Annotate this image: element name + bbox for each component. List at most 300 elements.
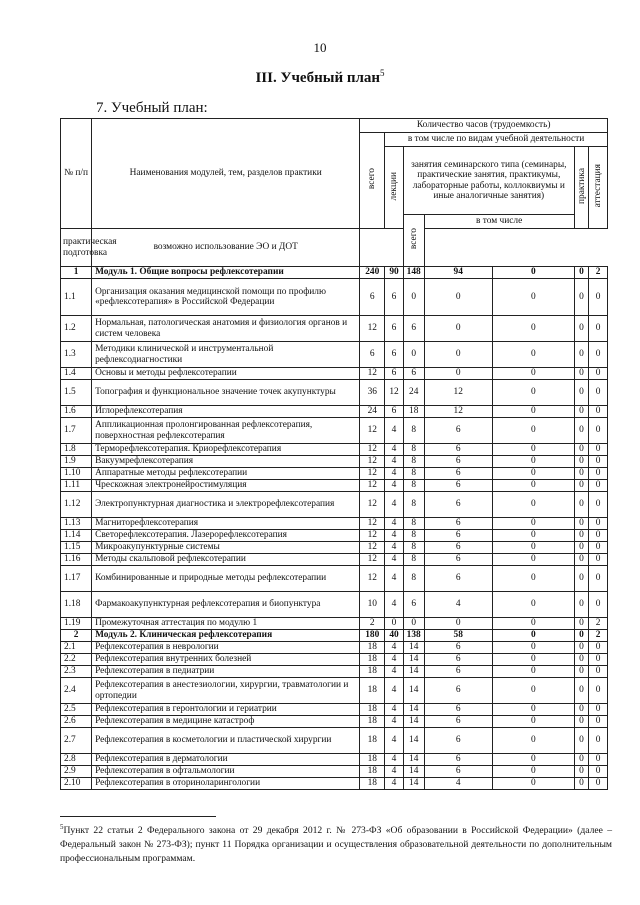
cell-name: Терморефлексотерапия. Криорефлексотерапия	[92, 444, 360, 456]
cell-eo: 0	[492, 542, 574, 554]
cell-lec: 4	[385, 554, 404, 566]
cell-att: 0	[589, 666, 608, 678]
cell-num: 1.11	[61, 480, 92, 492]
cell-name: Комбинированные и природные методы рефлексотерапии	[92, 566, 360, 592]
cell-total: 18	[360, 778, 385, 790]
cell-pr: 0	[574, 618, 589, 630]
cell-num: 1.5	[61, 380, 92, 406]
cell-att: 0	[589, 444, 608, 456]
cell-num: 1.4	[61, 368, 92, 380]
cell-pr: 0	[574, 342, 589, 368]
cell-num: 2.9	[61, 766, 92, 778]
cell-att: 0	[589, 554, 608, 566]
cell-sem: 8	[403, 554, 424, 566]
cell-total: 36	[360, 380, 385, 406]
cell-pp: 6	[424, 728, 492, 754]
footnote-mark: 5	[60, 823, 64, 831]
cell-pp: 4	[424, 592, 492, 618]
cell-sem: 14	[403, 642, 424, 654]
cell-name: Методики клинической и инструментальной рефлексодиагностики	[92, 342, 360, 368]
cell-total: 12	[360, 530, 385, 542]
cell-name: Чрескожная электронейростимуляция	[92, 480, 360, 492]
cell-sem: 8	[403, 518, 424, 530]
cell-pr: 0	[574, 766, 589, 778]
cell-total: 12	[360, 554, 385, 566]
header-sem-total	[403, 215, 424, 267]
cell-num: 2.1	[61, 642, 92, 654]
cell-name: Аппликационная пролонгированная рефлексотерапия, поверхностная рефлексотерапия	[92, 418, 360, 444]
cell-name: Рефлексотерапия в неврологии	[92, 642, 360, 654]
table-row	[61, 592, 608, 618]
cell-pr: 0	[574, 678, 589, 704]
cell-pp: 94	[424, 267, 492, 279]
header-num: № п/п	[61, 119, 92, 229]
cell-eo: 0	[492, 654, 574, 666]
cell-eo: 0	[492, 518, 574, 530]
cell-pr: 0	[574, 630, 589, 642]
cell-pp: 6	[424, 492, 492, 518]
cell-pr: 0	[574, 554, 589, 566]
cell-total: 2	[360, 618, 385, 630]
cell-pr: 0	[574, 542, 589, 554]
table-row	[61, 642, 608, 654]
table-row	[61, 704, 608, 716]
header-name: Наименования модулей, тем, разделов практики	[92, 119, 360, 229]
cell-pr: 0	[574, 368, 589, 380]
cell-eo: 0	[492, 754, 574, 766]
cell-name: Вакуумрефлексотерапия	[92, 456, 360, 468]
cell-name: Рефлексотерапия в косметологии и пластической хирургии	[92, 728, 360, 754]
footnote-divider	[60, 816, 216, 817]
cell-sem: 6	[403, 592, 424, 618]
cell-att: 0	[589, 592, 608, 618]
header-lectures-text: лекции	[388, 171, 399, 201]
cell-num: 2.5	[61, 704, 92, 716]
footnote-ref: 5	[380, 68, 385, 78]
cell-pr: 0	[574, 418, 589, 444]
cell-eo: 0	[492, 630, 574, 642]
table-row	[61, 778, 608, 790]
cell-sem: 8	[403, 492, 424, 518]
cell-eo: 0	[492, 554, 574, 566]
cell-total: 12	[360, 492, 385, 518]
cell-name: Фармакоакупунктурная рефлексотерапия и биопунктура	[92, 592, 360, 618]
cell-lec: 4	[385, 530, 404, 542]
cell-pr: 0	[574, 444, 589, 456]
cell-pr: 0	[574, 468, 589, 480]
cell-total: 12	[360, 444, 385, 456]
cell-eo: 0	[492, 480, 574, 492]
table-row	[61, 368, 608, 380]
cell-total: 24	[360, 406, 385, 418]
cell-eo: 0	[492, 380, 574, 406]
cell-sem: 8	[403, 468, 424, 480]
header-attestation	[589, 147, 608, 229]
cell-lec: 0	[385, 618, 404, 630]
cell-lec: 4	[385, 678, 404, 704]
header-seminars: занятия семинарского типа (семинары, практические занятия, практикумы, лабораторные работы, коллоквиумы и иные аналогичные занятия)	[403, 147, 574, 215]
cell-num: 1.13	[61, 518, 92, 530]
cell-num: 2.4	[61, 678, 92, 704]
cell-eo: 0	[492, 368, 574, 380]
table-row	[61, 754, 608, 766]
cell-eo: 0	[492, 406, 574, 418]
cell-pp: 6	[424, 566, 492, 592]
cell-lec: 4	[385, 418, 404, 444]
cell-name: Модуль 1. Общие вопросы рефлексотерапии	[92, 267, 360, 279]
cell-num: 1.10	[61, 468, 92, 480]
header-including: в том числе	[424, 215, 574, 229]
table-row	[61, 492, 608, 518]
cell-sem: 148	[403, 267, 424, 279]
cell-name: Организация оказания медицинской помощи по профилю «рефлексотерапия» в Российской Федерации	[92, 279, 360, 316]
cell-att: 0	[589, 542, 608, 554]
cell-name: Модуль 2. Клиническая рефлексотерапия	[92, 630, 360, 642]
section-title	[0, 68, 640, 87]
curriculum-table	[60, 118, 608, 790]
cell-num: 1	[61, 267, 92, 279]
cell-lec: 4	[385, 592, 404, 618]
cell-total: 18	[360, 666, 385, 678]
module-row	[61, 267, 608, 279]
cell-att: 0	[589, 678, 608, 704]
table-row	[61, 380, 608, 406]
header-total-text: всего	[367, 168, 378, 190]
cell-lec: 4	[385, 642, 404, 654]
cell-name: Магниторефлексотерапия	[92, 518, 360, 530]
cell-num: 2.2	[61, 654, 92, 666]
table-row	[61, 406, 608, 418]
cell-pp: 0	[424, 279, 492, 316]
cell-eo: 0	[492, 716, 574, 728]
cell-att: 0	[589, 316, 608, 342]
cell-name: Рефлексотерапия в педиатрии	[92, 666, 360, 678]
table-row	[61, 766, 608, 778]
cell-lec: 4	[385, 778, 404, 790]
cell-pr: 0	[574, 480, 589, 492]
cell-pp: 4	[424, 778, 492, 790]
cell-num: 1.2	[61, 316, 92, 342]
cell-att: 0	[589, 342, 608, 368]
table-header	[61, 119, 608, 267]
cell-num: 1.3	[61, 342, 92, 368]
module-row	[61, 630, 608, 642]
cell-total: 18	[360, 716, 385, 728]
cell-pp: 6	[424, 418, 492, 444]
cell-num: 1.19	[61, 618, 92, 630]
cell-pr: 0	[574, 492, 589, 518]
cell-total: 12	[360, 316, 385, 342]
cell-name: Рефлексотерапия в дерматологии	[92, 754, 360, 766]
table-row	[61, 444, 608, 456]
cell-sem: 18	[403, 406, 424, 418]
cell-att: 0	[589, 492, 608, 518]
cell-pr: 0	[574, 666, 589, 678]
cell-lec: 4	[385, 542, 404, 554]
cell-total: 180	[360, 630, 385, 642]
cell-name: Методы скальповой рефлексотерапии	[92, 554, 360, 566]
table-row	[61, 678, 608, 704]
header-lectures	[385, 147, 404, 229]
plan-title: 7. Учебный план:	[96, 100, 208, 116]
cell-num: 1.1	[61, 279, 92, 316]
cell-pp: 12	[424, 380, 492, 406]
header-practice-text: практика	[576, 167, 587, 204]
cell-name: Микроакупунктурные системы	[92, 542, 360, 554]
cell-name: Рефлексотерапия в геронтологии и гериатрии	[92, 704, 360, 716]
cell-pp: 6	[424, 530, 492, 542]
cell-pp: 6	[424, 642, 492, 654]
cell-lec: 4	[385, 480, 404, 492]
cell-att: 0	[589, 418, 608, 444]
cell-pr: 0	[574, 728, 589, 754]
cell-eo: 0	[492, 267, 574, 279]
cell-pp: 6	[424, 554, 492, 566]
cell-pp: 0	[424, 342, 492, 368]
table-row	[61, 518, 608, 530]
cell-sem: 14	[403, 754, 424, 766]
cell-name: Иглорефлексотерапия	[92, 406, 360, 418]
cell-pr: 0	[574, 380, 589, 406]
cell-att: 0	[589, 766, 608, 778]
cell-lec: 4	[385, 468, 404, 480]
cell-num: 1.8	[61, 444, 92, 456]
cell-total: 12	[360, 518, 385, 530]
cell-pp: 6	[424, 678, 492, 704]
cell-name: Рефлексотерапия в офтальмологии	[92, 766, 360, 778]
cell-total: 240	[360, 267, 385, 279]
cell-num: 1.16	[61, 554, 92, 566]
cell-eo: 0	[492, 678, 574, 704]
cell-num: 1.17	[61, 566, 92, 592]
cell-total: 18	[360, 642, 385, 654]
cell-eo: 0	[492, 728, 574, 754]
cell-att: 0	[589, 456, 608, 468]
cell-pp: 0	[424, 368, 492, 380]
cell-att: 0	[589, 380, 608, 406]
cell-eo: 0	[492, 704, 574, 716]
cell-att: 0	[589, 654, 608, 666]
cell-eo: 0	[492, 418, 574, 444]
cell-att: 0	[589, 642, 608, 654]
cell-eo: 0	[492, 666, 574, 678]
table-row	[61, 480, 608, 492]
cell-pp: 6	[424, 704, 492, 716]
cell-lec: 6	[385, 368, 404, 380]
cell-name: Промежуточная аттестация по модулю 1	[92, 618, 360, 630]
cell-name: Электропунктурная диагностика и электрорефлексотерапия	[92, 492, 360, 518]
cell-sem: 6	[403, 316, 424, 342]
cell-pr: 0	[574, 518, 589, 530]
cell-pr: 0	[574, 754, 589, 766]
cell-lec: 4	[385, 518, 404, 530]
cell-num: 2	[61, 630, 92, 642]
cell-name: Рефлексотерапия в анестезиологии, хирургии, травматологии и ортопедии	[92, 678, 360, 704]
table-row	[61, 618, 608, 630]
table-row	[61, 418, 608, 444]
cell-name: Рефлексотерапия в медицине катастроф	[92, 716, 360, 728]
cell-att: 2	[589, 267, 608, 279]
header-prac-prep: практическая подготовка	[61, 229, 92, 267]
cell-sem: 14	[403, 728, 424, 754]
cell-lec: 4	[385, 704, 404, 716]
cell-name: Светорефлексотерапия. Лазерорефлексотерапия	[92, 530, 360, 542]
cell-att: 0	[589, 368, 608, 380]
table-row	[61, 279, 608, 316]
cell-num: 1.9	[61, 456, 92, 468]
cell-att: 0	[589, 406, 608, 418]
cell-num: 2.10	[61, 778, 92, 790]
cell-pr: 0	[574, 654, 589, 666]
cell-num: 1.12	[61, 492, 92, 518]
cell-lec: 12	[385, 380, 404, 406]
cell-total: 6	[360, 342, 385, 368]
cell-pp: 6	[424, 518, 492, 530]
cell-sem: 0	[403, 279, 424, 316]
cell-sem: 8	[403, 418, 424, 444]
cell-pp: 6	[424, 468, 492, 480]
cell-pp: 58	[424, 630, 492, 642]
cell-name: Основы и методы рефлексотерапии	[92, 368, 360, 380]
cell-total: 12	[360, 368, 385, 380]
cell-eo: 0	[492, 316, 574, 342]
cell-total: 18	[360, 678, 385, 704]
cell-lec: 4	[385, 766, 404, 778]
cell-pp: 12	[424, 406, 492, 418]
cell-sem: 0	[403, 342, 424, 368]
cell-eo: 0	[492, 468, 574, 480]
cell-lec: 4	[385, 728, 404, 754]
cell-pr: 0	[574, 267, 589, 279]
cell-att: 0	[589, 566, 608, 592]
cell-num: 2.3	[61, 666, 92, 678]
table-row	[61, 316, 608, 342]
cell-lec: 4	[385, 566, 404, 592]
cell-pr: 0	[574, 778, 589, 790]
table-row	[61, 728, 608, 754]
cell-sem: 8	[403, 480, 424, 492]
cell-eo: 0	[492, 778, 574, 790]
cell-eo: 0	[492, 766, 574, 778]
cell-sem: 138	[403, 630, 424, 642]
cell-eo: 0	[492, 618, 574, 630]
cell-eo: 0	[492, 279, 574, 316]
cell-pp: 6	[424, 456, 492, 468]
table-row	[61, 530, 608, 542]
cell-lec: 4	[385, 654, 404, 666]
cell-total: 12	[360, 542, 385, 554]
cell-pr: 0	[574, 642, 589, 654]
cell-pp: 6	[424, 654, 492, 666]
cell-pr: 0	[574, 316, 589, 342]
cell-lec: 4	[385, 456, 404, 468]
cell-sem: 6	[403, 368, 424, 380]
cell-att: 0	[589, 704, 608, 716]
cell-pp: 6	[424, 754, 492, 766]
cell-lec: 4	[385, 716, 404, 728]
cell-name: Топография и функциональное значение точек акупунктуры	[92, 380, 360, 406]
cell-sem: 14	[403, 778, 424, 790]
page-number: 10	[313, 40, 327, 55]
cell-pr: 0	[574, 704, 589, 716]
cell-num: 1.15	[61, 542, 92, 554]
header-by-type: в том числе по видам учебной деятельности	[385, 133, 608, 147]
cell-num: 1.14	[61, 530, 92, 542]
table-row	[61, 342, 608, 368]
cell-lec: 90	[385, 267, 404, 279]
header-attestation-text: аттестация	[592, 164, 603, 208]
cell-lec: 6	[385, 316, 404, 342]
cell-sem: 14	[403, 766, 424, 778]
cell-att: 0	[589, 468, 608, 480]
cell-lec: 6	[385, 279, 404, 316]
cell-sem: 24	[403, 380, 424, 406]
cell-pr: 0	[574, 456, 589, 468]
cell-eo: 0	[492, 456, 574, 468]
table-row	[61, 566, 608, 592]
cell-eo: 0	[492, 492, 574, 518]
cell-att: 2	[589, 618, 608, 630]
cell-pr: 0	[574, 716, 589, 728]
header-eo-dot: возможно использование ЭО и ДОТ	[92, 229, 360, 267]
cell-eo: 0	[492, 642, 574, 654]
table-row	[61, 554, 608, 566]
cell-att: 0	[589, 716, 608, 728]
cell-att: 0	[589, 480, 608, 492]
table-row	[61, 716, 608, 728]
cell-num: 2.6	[61, 716, 92, 728]
cell-sem: 8	[403, 542, 424, 554]
cell-pp: 6	[424, 666, 492, 678]
cell-name: Рефлексотерапия внутренних болезней	[92, 654, 360, 666]
table-row	[61, 468, 608, 480]
cell-lec: 6	[385, 342, 404, 368]
cell-pr: 0	[574, 279, 589, 316]
cell-sem: 8	[403, 456, 424, 468]
cell-total: 18	[360, 704, 385, 716]
cell-lec: 4	[385, 666, 404, 678]
header-sem-total-text: всего	[408, 228, 419, 250]
cell-lec: 40	[385, 630, 404, 642]
cell-num: 2.8	[61, 754, 92, 766]
cell-total: 12	[360, 480, 385, 492]
cell-sem: 14	[403, 704, 424, 716]
cell-pp: 6	[424, 542, 492, 554]
cell-pp: 0	[424, 618, 492, 630]
cell-pp: 6	[424, 480, 492, 492]
cell-total: 18	[360, 728, 385, 754]
cell-total: 12	[360, 456, 385, 468]
cell-att: 0	[589, 728, 608, 754]
cell-pr: 0	[574, 530, 589, 542]
cell-att: 2	[589, 630, 608, 642]
cell-sem: 8	[403, 566, 424, 592]
cell-name: Нормальная, патологическая анатомия и физиология органов и систем человека	[92, 316, 360, 342]
footnote	[60, 822, 612, 866]
cell-att: 0	[589, 530, 608, 542]
cell-total: 18	[360, 754, 385, 766]
cell-num: 2.7	[61, 728, 92, 754]
cell-att: 0	[589, 778, 608, 790]
cell-pr: 0	[574, 592, 589, 618]
cell-eo: 0	[492, 342, 574, 368]
cell-total: 12	[360, 468, 385, 480]
table-body	[61, 267, 608, 790]
cell-sem: 14	[403, 654, 424, 666]
header-practice	[574, 147, 589, 229]
header-hours: Количество часов (трудоемкость)	[360, 119, 608, 133]
footnote-text: Пункт 22 статьи 2 Федерального закона от 29 декабря 2012 г. № 273-ФЗ «Об образовании в Российской Федерации» (далее – Федеральный закон № 273-ФЗ); пункт 11 Порядка организации и осуществления образовательной деятельности по дополнительным профессиональным программам.	[60, 825, 612, 864]
